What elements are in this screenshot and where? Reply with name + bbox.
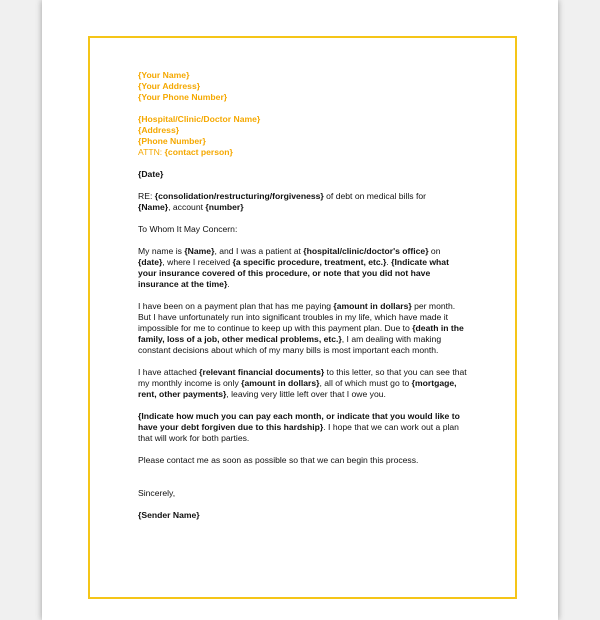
paragraph-4: {Indicate how much you can pay each month, or indicate that you would like to have your debt forgiven due to this hardship}. I hope that we can work out a plan that will work for both parties. bbox=[138, 411, 460, 443]
paragraph-2: I have been on a payment plan that has me paying {amount in dollars} per month. But I have unfortunately run into significant troubles in my life, which have made it impossible for me to continue to keep up with this payment plan. Due to {death in the family, loss of a job, other medical problems, etc.}, I am dealing with making constant decisions about which of my many bills is most important each month. bbox=[138, 301, 464, 355]
salutation: To Whom It May Concern: bbox=[138, 224, 238, 234]
recipient-attn: ATTN: {contact person} bbox=[138, 147, 233, 157]
sender-address: {Your Address} bbox=[138, 81, 201, 91]
re-line: RE: {consolidation/restructuring/forgiveness} of debt on medical bills for {Name}, account {number} bbox=[138, 191, 426, 212]
letter-body bbox=[138, 70, 468, 521]
closing: Sincerely, bbox=[138, 488, 176, 498]
recipient-phone: {Phone Number} bbox=[138, 136, 206, 146]
recipient-block bbox=[138, 114, 468, 158]
recipient-address: {Address} bbox=[138, 125, 180, 135]
paragraph-3: I have attached {relevant financial documents} to this letter, so that you can see that my monthly income is only {amount in dollars}, all of which must go to {mortgage, rent, other payments}, leaving very little left over that I owe you. bbox=[138, 367, 467, 399]
letter-date: {Date} bbox=[138, 169, 164, 179]
sender-block bbox=[138, 70, 468, 103]
sender-name: {Your Name} bbox=[138, 70, 190, 80]
recipient-name: {Hospital/Clinic/Doctor Name} bbox=[138, 114, 261, 124]
paragraph-1: My name is {Name}, and I was a patient at {hospital/clinic/doctor's office} on {date}, where I received {a specific procedure, treatment, etc.}. {Indicate what your insurance covered of this procedure, or note that you did not have insurance at the time}. bbox=[138, 246, 449, 289]
signature: {Sender Name} bbox=[138, 510, 200, 520]
paragraph-5: Please contact me as soon as possible so that we can begin this process. bbox=[138, 455, 419, 465]
sender-phone: {Your Phone Number} bbox=[138, 92, 228, 102]
